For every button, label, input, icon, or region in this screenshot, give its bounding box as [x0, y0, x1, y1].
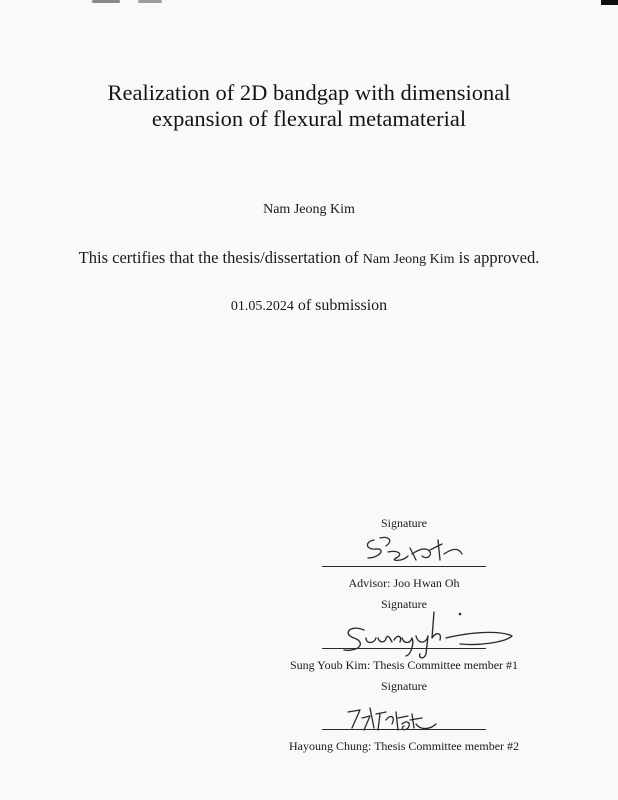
- certification-statement: [0, 248, 618, 268]
- submission-suffix: of submission: [297, 297, 388, 314]
- title-line-2: expansion of flexural metamaterial: [151, 106, 467, 131]
- member-1-signature-mark: [320, 608, 520, 664]
- certification-name: Nam Jeong Kim: [362, 252, 455, 267]
- certification-prefix: This certifies that the thesis/dissertation of: [78, 248, 359, 267]
- submission-date: 01.05.2024: [230, 299, 294, 314]
- signature-line-member-1: [322, 648, 486, 649]
- signer-name-member-1: Sung Youb Kim: Thesis Committee member #1: [289, 658, 519, 672]
- document-title: [0, 80, 618, 132]
- title-line-1: Realization of 2D bandgap with dimensional: [107, 80, 511, 105]
- scan-artifact: [601, 0, 618, 5]
- scan-artifact: [138, 0, 162, 3]
- signature-line-member-2: [322, 729, 486, 730]
- signature-label-member-2: Signature: [381, 679, 427, 693]
- scan-artifact: [92, 0, 120, 3]
- signature-label-member-1: Signature: [381, 597, 427, 611]
- signature-label-advisor: Signature: [381, 516, 427, 530]
- signer-name-advisor: Advisor: Joo Hwan Oh: [348, 576, 460, 590]
- author-name: Nam Jeong Kim: [263, 202, 355, 217]
- certification-suffix: is approved.: [458, 248, 540, 267]
- advisor-signature-mark: [360, 532, 470, 568]
- signature-line-advisor: [322, 566, 486, 567]
- submission-date-line: [0, 297, 618, 315]
- signer-name-member-2: Hayoung Chung: Thesis Committee member #2: [288, 739, 520, 753]
